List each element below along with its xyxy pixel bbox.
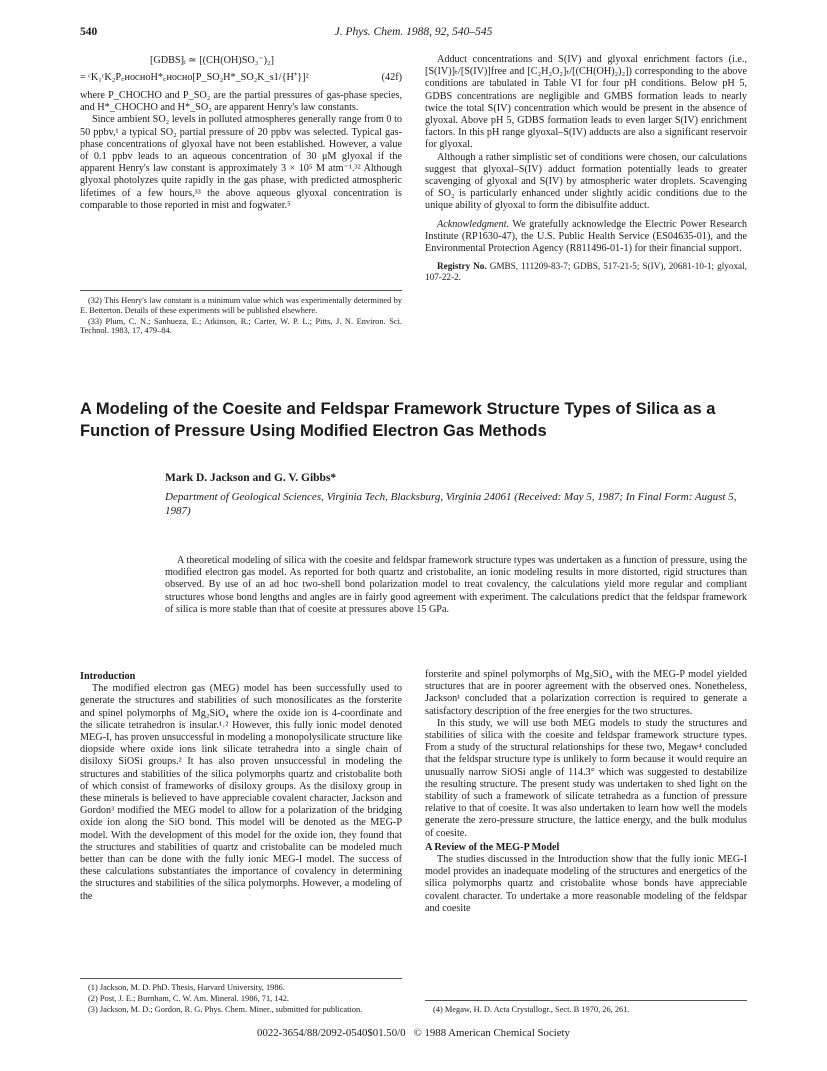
footer-copyright: © 1988 American Chemical Society — [413, 1027, 570, 1039]
left-bottom-footnotes — [80, 983, 402, 1015]
page-number: 540 — [80, 26, 98, 38]
footnote-3: (3) Jackson, M. D.; Gordon, R. G. Phys. Chem. Miner., submitted for publication. — [88, 1004, 363, 1014]
journal-header: J. Phys. Chem. 1988, 92, 540–545 — [334, 26, 493, 38]
footnote-32: (32) This Henry's law constant is a minimum value which was experimentally determined by E. Betterton. Details of these experiments will be published elsewhere. — [80, 296, 402, 315]
section-heading-introduction: Introduction — [80, 671, 136, 682]
left-top-para-2: Since ambient SO₂ levels in polluted atmospheres generally range from 0 to 50 ppbv,¹ a typical SO₂ partial pressure of 20 ppbv was selected. Typical gas-phase concentrations of glyoxal have not been established. However, a value of 0.1 ppbv leads to an aqueous concentration of 30 μM glyoxal if the apparent Henry's law constant is approximately 3 × 10⁵ M atm⁻¹.³² Although glyoxal photolyzes quite rapidly in the gas phase, with predicted atmospheric lifetimes of a few hours,³³ the above aqueous glyoxal concentration is comparable to those reported in mist and fogwater.⁵ — [80, 114, 402, 211]
right-bottom-footnotes — [425, 1005, 747, 1016]
right-bottom-para-1: forsterite and spinel polymorphs of Mg₂SiO₄ with the MEG-P model yielded structures that are in poorer agreement with the observed ones. Nonetheless, Jackson¹ concluded that a polarization correction is required to generate a satisfactory description of the free energies for the two structures. — [425, 669, 747, 717]
acknowledgment-heading: Acknowledgment. — [437, 218, 510, 230]
footnote-rule-3 — [425, 1000, 747, 1001]
acknowledgment-text: We gratefully acknowledge the Electric Power Research Institute (RP1630-47), the U.S. Public Health Service (ES04635-01), and the Environmental Protection Agency (R811496-01-1) for their financial support. — [425, 218, 747, 255]
registry — [425, 261, 747, 283]
equation-line-2 — [80, 71, 402, 84]
equation-line-1: [GDBS]ᵢ ≃ [(CH(OH)SO₃⁻)₂] — [150, 55, 274, 66]
abstract-text: A theoretical modeling of silica with the coesite and feldspar framework structure types was undertaken as a function of pressure, using the modified electron gas model. As reported for both quartz and cristobalite, an ionic modeling results in more distorted, rigid structures than observed. By use of an ad hoc two-shell bond polarization model to treat covalency, the calculations yield more regular and compliant structures whose bond lengths and angles are in fairly good agreement with experiment. The calculations predict that the feldspar framework of silica is more stable than that of coesite at pressures above 15 GPa. — [165, 555, 747, 615]
footnote-rule-2 — [80, 978, 402, 979]
right-bottom-column — [425, 669, 747, 915]
right-top-para-2: Although a rather simplistic set of conditions were chosen, our calculations suggest that glyoxal–S(IV) adduct formation potentially leads to greater scavenging of glyoxal and S(IV) by atmospheric water droplets. Scavenging of SO₂ is particularly enhanced under slightly acidic conditions due to the unique ability of glyoxal to form the dibisulfite adduct. — [425, 151, 747, 212]
left-top-para-1: where P_CHOCHO and P_SO₂ are the partial pressures of gas-phase species, and H*_CHOCHO and H*_SO₂ are apparent Henry's law constants. — [80, 90, 402, 114]
right-bottom-para-2: In this study, we will use both MEG models to study the structures and stabilities of silica with the coesite and feldspar framework structure types. From a study of the structural relationships for these two, Megaw⁴ concluded that the feldspar structure type is unlikely to form because it would require an unusually narrow SiOSi angle of 114.3° which was suggested to destabilize the resulting structure. The present study was undertaken to shed light on the stability of such a framework of silicate tetrahedra as a function of pressure relative to that of coesite. It was also undertaken to learn how well the models generate the zero-pressure structure, the lattice energy, and the bulk modulus of coesite. — [425, 717, 747, 839]
equation-body: = ᶜK₁ᶜK₂P꜀ʜᴏᴄʜᴏH*꜀ʜᴏᴄʜᴏ[P_SO₂H*_SO₂K_s1/{H⁺}]² — [80, 72, 309, 83]
footnote-4: (4) Megaw, H. D. Acta Crystallogr., Sect. B 1970, 26, 261. — [433, 1005, 630, 1014]
right-top-para-1: Adduct concentrations and S(IV) and glyoxal enrichment factors (i.e., [S(IV)]ₜ/[S(IV)]free and [C₂H₂O₂]ₜ/[(CH(OH)₂)₂]) corresponding to the above conditions are tabulated in Table VI for four pH conditions. Below pH 5, GDBS concentrations are negligible and GMBS formation leads to nearly twice the total S(IV) concentration which would be present in the absence of glyoxal. Above pH 5, GDBS formation leads to even larger S(IV) enrichment factors. In this pH range glyoxal–S(IV) adducts are also a significant reservoir for glyoxal. — [425, 54, 747, 151]
registry-heading: Registry No. — [437, 261, 487, 272]
equation-number: (42f) — [381, 72, 402, 83]
page-footer — [0, 1027, 827, 1039]
acknowledgment — [425, 219, 747, 256]
section-heading-review: A Review of the MEG-P Model — [425, 841, 560, 853]
article-authors: Mark D. Jackson and G. V. Gibbs* — [165, 472, 337, 484]
left-top-column — [80, 54, 402, 212]
article-affiliation: Department of Geological Sciences, Virginia Tech, Blacksburg, Virginia 24061 (Received: May 5, 1987; In Final Form: August 5, 1987) — [165, 491, 737, 517]
left-bottom-column — [80, 669, 402, 903]
footnote-rule — [80, 290, 402, 291]
registry-text: GMBS, 111209-83-7; GDBS, 517-21-5; S(IV), 20681-10-1; glyoxal, 107-22-2. — [425, 261, 747, 283]
footnote-33: (33) Plum, C. N.; Sanhueza, E.; Atkinson, R.; Carter, W. P. L.; Pitts, J. N. Environ. Sci. Technol. 1983, 17, 479–84. — [80, 316, 402, 336]
right-top-column — [425, 54, 747, 283]
article-title: A Modeling of the Coesite and Feldspar Framework Structure Types of Silica as a Function of Pressure Using Modified Electron Gas Methods — [80, 400, 716, 440]
footnote-1: (1) Jackson, M. D. PhD. Thesis, Harvard University, 1986. — [88, 983, 285, 992]
footnote-2: (2) Post, J. E.; Burnham, C. W. Am. Mineral. 1986, 71, 142. — [88, 993, 289, 1003]
intro-para-1: The modified electron gas (MEG) model has been successfully used to generate the structures and stabilities of such monosilicates as the forsterite and spinel polymorphs of Mg₂SiO₄ where the oxide ion is 4-coordinate and the silicate tetrahedron is insular.¹˒² However, this fully ionic model denoted MEG-I, has proven unsuccessful in modeling a monopolysilicate structure like diopside where oxide ions link silicate tetrahedra into a single chain of disiloxy SiOSi groups.² It has also proven unsuccessful in modeling the structures and stabilities of the silica polymorphs quartz and cristobalite both of which consist of frameworks of disiloxy groups. As the disiloxy group in these minerals is believed to have appreciable covalent character, Jackson and Gordon³ modified the MEG model to allow for a polarization of the bridging oxide ion along the SiO bond. This model will be denoted as the MEG-P model. With the development of this model for the oxide ion, they found that the structures and stabilities of quartz and cristobalite can be modeled much better than can be done with the fully ionic MEG-I model. The success of these calculations substantiates the importance of covalency in determining the structures and stabilities of the silica polymorphs. However, a modeling of the — [80, 683, 402, 902]
right-bottom-para-3: The studies discussed in the Introduction show that the fully ionic MEG-I model provides an inadequate modeling of the structures and energetics of the silica polymorphs quartz and cristobalite whose bonds have appreciable covalent character. To undertake a more reasonable modeling of the feldspar and coesite — [425, 854, 747, 914]
left-top-footnotes — [80, 296, 402, 337]
article-abstract — [165, 555, 747, 616]
footer-code: 0022-3654/88/2092-0540$01.50/0 — [257, 1027, 406, 1039]
